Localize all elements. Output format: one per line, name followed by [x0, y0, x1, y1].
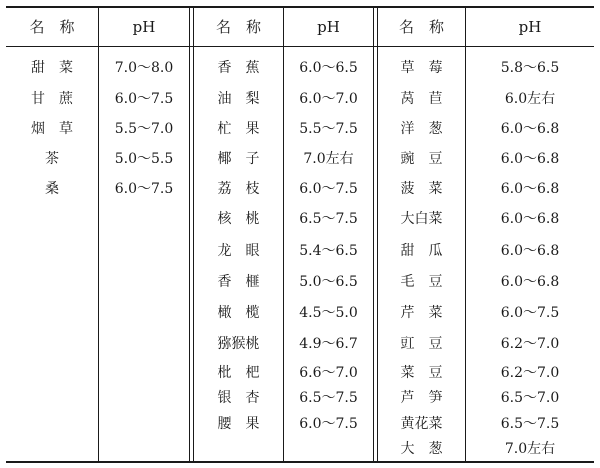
crop-name-cell: 杧 果	[217, 121, 260, 137]
crop-name-cell: 芹 菜	[400, 305, 443, 321]
ph-value-cell: 6.2～7.0	[500, 336, 560, 352]
crop-name-cell: 枇 杷	[217, 365, 260, 381]
ph-value-cell: 4.9～6.7	[299, 336, 358, 352]
crop-name-cell: 荔 枝	[217, 181, 260, 197]
crop-name-cell: 猕猴桃	[217, 336, 260, 352]
crop-name-cell: 桑	[45, 181, 59, 197]
bottom-border	[6, 461, 594, 463]
ph-value-cell: 6.5～7.0	[500, 390, 560, 406]
ph-value-cell: 6.0～6.8	[500, 243, 560, 259]
ph-value-cell: 5.5～7.5	[299, 121, 358, 137]
ph-value-cell: 5.5～7.0	[114, 121, 174, 137]
ph-value-cell: 7.0左右	[303, 151, 354, 167]
ph-value-cell: 6.0～6.8	[500, 121, 560, 137]
ph-value-cell: 6.6～7.0	[299, 365, 358, 381]
crop-name-cell: 甜 菜	[31, 60, 73, 76]
ph-value-cell: 7.0左右	[504, 441, 556, 457]
crop-name-cell: 核 桃	[217, 211, 260, 227]
crop-name-cell: 豇 豆	[400, 336, 443, 352]
ph-value-cell: 6.0～6.5	[299, 60, 358, 76]
ph-value-cell: 5.4～6.5	[299, 243, 358, 259]
ph-value-cell: 6.0～6.8	[500, 151, 560, 167]
header-name-1: 名 称	[29, 17, 75, 36]
crop-name-cell: 香 蕉	[217, 60, 260, 76]
crop-name-cell: 油 梨	[217, 91, 260, 107]
crop-name-cell: 烟 草	[31, 121, 73, 137]
crop-name-cell: 茶	[45, 151, 59, 167]
crop-name-cell: 毛 豆	[400, 274, 443, 290]
crop-name-cell: 大白菜	[400, 211, 443, 227]
ph-value-cell: 5.0～6.5	[299, 274, 358, 290]
ph-value-cell: 6.5～7.5	[500, 416, 560, 432]
header-name-3: 名 称	[398, 17, 444, 36]
ph-value-cell: 6.2～7.0	[500, 365, 560, 381]
header-ph-1: pH	[132, 17, 156, 36]
ph-value-cell: 7.0～8.0	[114, 60, 174, 76]
header-divider	[6, 46, 594, 47]
crop-name-cell: 莴 苣	[400, 91, 443, 107]
crop-name-cell: 甘 蔗	[31, 91, 73, 107]
group-double-rule-1a	[189, 8, 190, 461]
ph-value-cell: 5.0～5.5	[114, 151, 174, 167]
ph-value-cell: 5.8～6.5	[500, 60, 560, 76]
header-ph-3: pH	[518, 17, 542, 36]
header-name-2: 名 称	[215, 17, 261, 36]
ph-value-cell: 6.0～6.8	[500, 274, 560, 290]
crop-name-cell: 菠 菜	[400, 181, 443, 197]
ph-value-cell: 6.0左右	[504, 91, 556, 107]
crop-name-cell: 橄 榄	[217, 305, 260, 321]
crop-name-cell: 香 榧	[217, 274, 260, 290]
crop-name-cell: 菜 豆	[400, 365, 443, 381]
crop-name-cell: 黄花菜	[400, 416, 443, 432]
ph-value-cell: 6.0～7.5	[114, 91, 174, 107]
ph-value-cell: 6.0～7.0	[299, 91, 358, 107]
crop-name-cell: 芦 笋	[400, 390, 443, 406]
crop-name-cell: 洋 葱	[400, 121, 443, 137]
ph-value-cell: 6.5～7.5	[299, 390, 358, 406]
group-double-rule-2a	[373, 8, 374, 461]
crop-name-cell: 腰 果	[217, 416, 260, 432]
crop-name-cell: 银 杏	[217, 390, 260, 406]
crop-name-cell: 龙 眼	[217, 243, 260, 259]
header-ph-2: pH	[317, 17, 340, 36]
crop-name-cell: 大 葱	[400, 441, 443, 457]
crop-name-cell: 豌 豆	[400, 151, 443, 167]
crop-name-cell: 椰 子	[217, 151, 260, 167]
ph-value-cell: 6.0～7.5	[299, 416, 358, 432]
ph-value-cell: 6.0～7.5	[500, 305, 560, 321]
ph-value-cell: 6.5～7.5	[299, 211, 358, 227]
ph-value-cell: 6.0～6.8	[500, 211, 560, 227]
top-border	[6, 6, 594, 8]
ph-value-cell: 6.0～6.8	[500, 181, 560, 197]
crop-name-cell: 草 莓	[400, 60, 443, 76]
crop-name-cell: 甜 瓜	[400, 243, 443, 259]
ph-value-cell: 4.5～5.0	[299, 305, 358, 321]
ph-value-cell: 6.0～7.5	[299, 181, 358, 197]
ph-value-cell: 6.0～7.5	[114, 181, 174, 197]
